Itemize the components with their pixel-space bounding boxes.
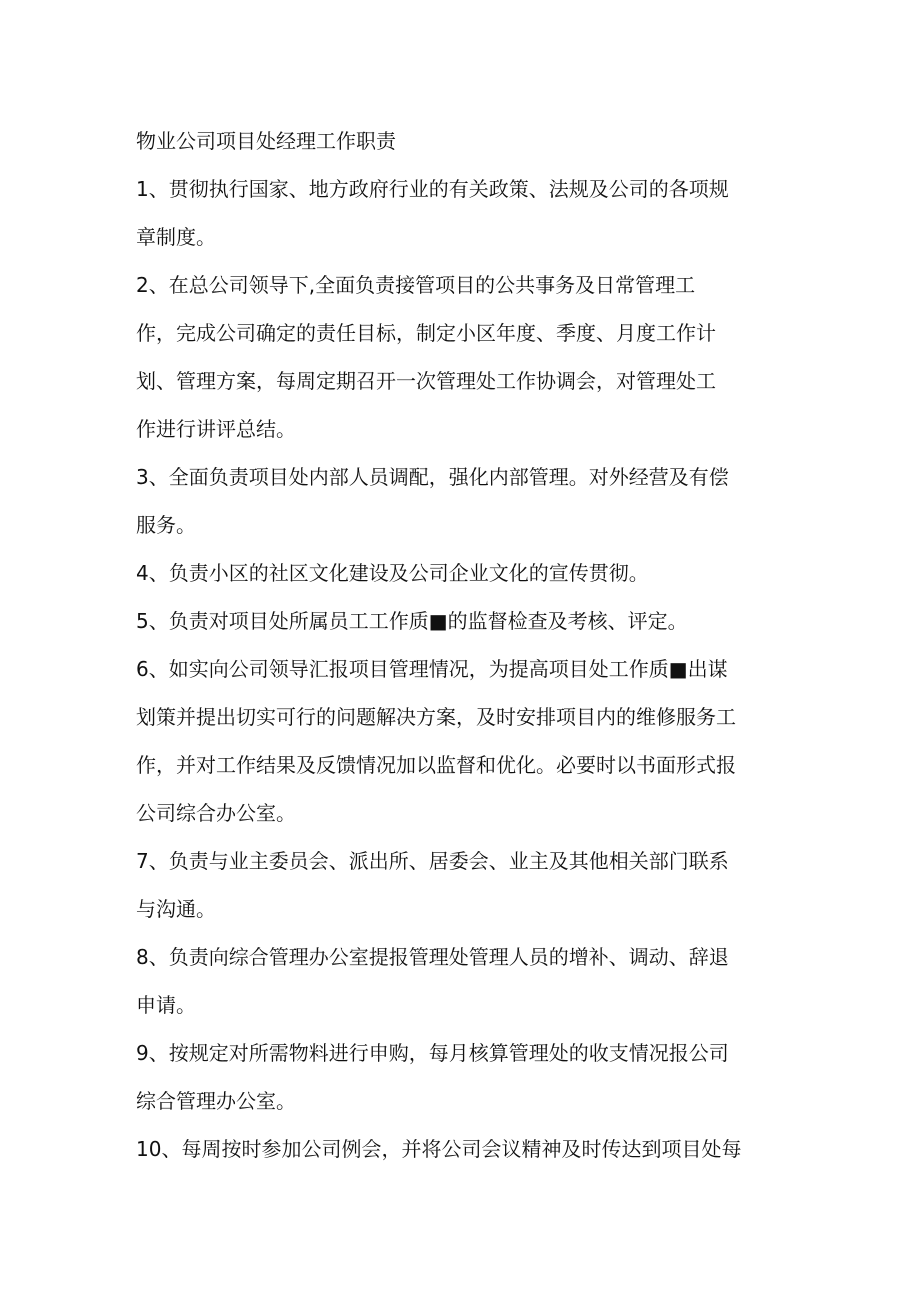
text-line: 1、贯彻执行国家、地方政府行业的有关政策、法规及公司的各项规 <box>136 177 729 201</box>
text-line: 7、负责与业主委员会、派出所、居委会、业主及其他相关部门联系 <box>136 849 729 873</box>
text-line: 4、负责小区的社区文化建设及公司企业文化的宣传贯彻。 <box>136 561 649 585</box>
document-title: 物业公司项目处经理工作职责 <box>136 129 396 153</box>
text-line: 10、每周按时参加公司例会，并将公司会议精神及时传达到项目处每 <box>136 1137 742 1161</box>
text-line: 2、在总公司领导下,全面负责接管项目的公共事务及日常管理工 <box>136 273 696 297</box>
text-line: 与沟通。 <box>136 897 216 921</box>
text-line: 划策并提出切实可行的问题解决方案，及时安排项目内的维修服务工 <box>136 705 736 729</box>
text-line: 作进行讲评总结。 <box>136 417 296 441</box>
text-line: 6、如实向公司领导汇报项目管理情况，为提高项目处工作质■出谋 <box>136 657 728 681</box>
text-line: 综合管理办公室。 <box>136 1089 296 1113</box>
text-line: 章制度。 <box>136 225 216 249</box>
text-line: 8、负责向综合管理办公室提报管理处管理人员的增补、调动、辞退 <box>136 945 729 969</box>
text-line: 3、全面负责项目处内部人员调配，强化内部管理。对外经营及有偿 <box>136 465 729 489</box>
text-line: 服务。 <box>136 513 196 537</box>
text-line: 5、负责对项目处所属员工工作质■的监督检查及考核、评定。 <box>136 609 688 633</box>
text-line: 作，完成公司确定的责任目标，制定小区年度、季度、月度工作计 <box>136 321 716 345</box>
text-line: 划、管理方案，每周定期召开一次管理处工作协调会，对管理处工 <box>136 369 716 393</box>
document-body <box>136 117 788 1173</box>
text-line: 作，并对工作结果及反馈情况加以监督和优化。必要时以书面形式报 <box>136 753 736 777</box>
text-line: 9、按规定对所需物料进行申购，每月核算管理处的收支情况报公司 <box>136 1041 729 1065</box>
text-line: 公司综合办公室。 <box>136 801 296 825</box>
text-line: 申请。 <box>136 993 196 1017</box>
